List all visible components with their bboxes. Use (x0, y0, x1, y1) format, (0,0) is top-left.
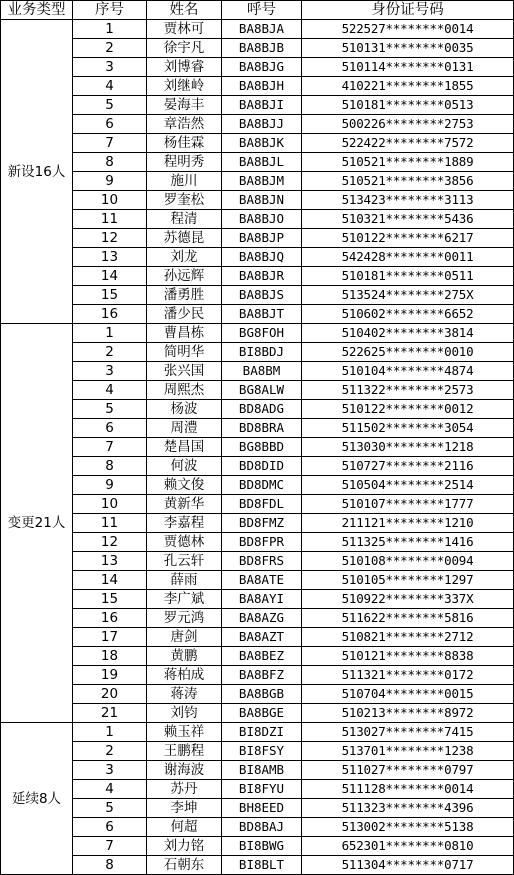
id-number-cell: 510107********1777 (302, 495, 514, 514)
id-number-cell: 211121********1210 (302, 514, 514, 533)
table-row (1, 457, 514, 476)
callsign-cell: BA8AYI (222, 590, 302, 609)
id-number-cell: 542428********0011 (302, 248, 514, 267)
seq-cell: 14 (73, 267, 147, 286)
name-cell: 蒋柏成 (147, 666, 222, 685)
seq-cell: 5 (73, 96, 147, 115)
callsign-cell: BA8BJO (222, 210, 302, 229)
seq-cell: 10 (73, 495, 147, 514)
header-category: 业务类型 (1, 1, 73, 20)
callsign-cell: BA8BJS (222, 286, 302, 305)
id-number-cell: 510727********2116 (302, 457, 514, 476)
category-cell: 新设16人 (1, 20, 73, 324)
seq-cell: 6 (73, 115, 147, 134)
name-cell: 张兴国 (147, 362, 222, 381)
id-number-cell: 522625********0010 (302, 343, 514, 362)
seq-cell: 3 (73, 362, 147, 381)
callsign-cell: BD8BRA (222, 419, 302, 438)
callsign-cell: BA8AZT (222, 628, 302, 647)
table-row (1, 438, 514, 457)
seq-cell: 7 (73, 438, 147, 457)
id-number-cell: 513027********7415 (302, 723, 514, 742)
table-row (1, 742, 514, 761)
callsign-cell: BA8BJB (222, 39, 302, 58)
header-row (1, 1, 514, 20)
id-number-cell: 511027********0797 (302, 761, 514, 780)
id-number-cell: 513030********1218 (302, 438, 514, 457)
callsign-cell: BI8AMB (222, 761, 302, 780)
header-name: 姓名 (147, 1, 222, 20)
id-number-cell: 410221********1855 (302, 77, 514, 96)
callsign-cell: BA8BEZ (222, 647, 302, 666)
table-row (1, 552, 514, 571)
callsign-cell: BD8DMC (222, 476, 302, 495)
id-number-cell: 510704********0015 (302, 685, 514, 704)
table-row (1, 856, 514, 875)
table-row (1, 381, 514, 400)
seq-cell: 21 (73, 704, 147, 723)
seq-cell: 4 (73, 780, 147, 799)
seq-cell: 2 (73, 39, 147, 58)
seq-cell: 15 (73, 286, 147, 305)
seq-cell: 3 (73, 58, 147, 77)
table-row (1, 723, 514, 742)
callsign-cell: BG8FOH (222, 324, 302, 343)
name-cell: 周澧 (147, 419, 222, 438)
id-number-cell: 510521********3856 (302, 172, 514, 191)
table-row (1, 495, 514, 514)
name-cell: 何超 (147, 818, 222, 837)
seq-cell: 14 (73, 571, 147, 590)
seq-cell: 17 (73, 628, 147, 647)
name-cell: 谢海波 (147, 761, 222, 780)
name-cell: 晏海丰 (147, 96, 222, 115)
seq-cell: 3 (73, 761, 147, 780)
callsign-cell: BD8ADG (222, 400, 302, 419)
callsign-cell: BA8BJJ (222, 115, 302, 134)
name-cell: 罗奎松 (147, 191, 222, 210)
callsign-cell: BA8BGB (222, 685, 302, 704)
name-cell: 黄鹏 (147, 647, 222, 666)
name-cell: 刘力铭 (147, 837, 222, 856)
seq-cell: 9 (73, 476, 147, 495)
name-cell: 孙远辉 (147, 267, 222, 286)
name-cell: 李嘉程 (147, 514, 222, 533)
id-number-cell: 511304********0717 (302, 856, 514, 875)
callsign-cell: BA8ATE (222, 571, 302, 590)
callsign-cell: BI8BLT (222, 856, 302, 875)
table-row (1, 514, 514, 533)
seq-cell: 19 (73, 666, 147, 685)
name-cell: 潘勇胜 (147, 286, 222, 305)
callsign-cell: BA8BJA (222, 20, 302, 39)
name-cell: 何波 (147, 457, 222, 476)
table-row (1, 324, 514, 343)
table-row (1, 191, 514, 210)
name-cell: 周熙杰 (147, 381, 222, 400)
name-cell: 赖文俊 (147, 476, 222, 495)
seq-cell: 9 (73, 172, 147, 191)
seq-cell: 13 (73, 248, 147, 267)
id-number-cell: 511622********5816 (302, 609, 514, 628)
name-cell: 徐宇凡 (147, 39, 222, 58)
callsign-cell: BA8BJR (222, 267, 302, 286)
name-cell: 潘少民 (147, 305, 222, 324)
seq-cell: 8 (73, 153, 147, 172)
id-number-cell: 510131********0035 (302, 39, 514, 58)
seq-cell: 5 (73, 799, 147, 818)
seq-cell: 12 (73, 229, 147, 248)
name-cell: 刘继岭 (147, 77, 222, 96)
seq-cell: 10 (73, 191, 147, 210)
id-number-cell: 510108********0094 (302, 552, 514, 571)
table-row (1, 590, 514, 609)
id-number-cell: 511323********4396 (302, 799, 514, 818)
name-cell: 罗元鸿 (147, 609, 222, 628)
table-row (1, 172, 514, 191)
seq-cell: 7 (73, 837, 147, 856)
id-number-cell: 510922********337X (302, 590, 514, 609)
table-row (1, 780, 514, 799)
name-cell: 石朝东 (147, 856, 222, 875)
id-number-cell: 511128********0014 (302, 780, 514, 799)
id-number-cell: 511321********0172 (302, 666, 514, 685)
header-callsign: 呼号 (222, 1, 302, 20)
callsign-cell: BD8FDL (222, 495, 302, 514)
id-number-cell: 510181********0511 (302, 267, 514, 286)
id-number-cell: 510122********0012 (302, 400, 514, 419)
name-cell: 杨佳霖 (147, 134, 222, 153)
table-row (1, 419, 514, 438)
table-row (1, 305, 514, 324)
name-cell: 黄新华 (147, 495, 222, 514)
table-row (1, 628, 514, 647)
table-row (1, 818, 514, 837)
name-cell: 杨波 (147, 400, 222, 419)
table-row (1, 210, 514, 229)
name-cell: 苏德昆 (147, 229, 222, 248)
callsign-cell: BD8FRS (222, 552, 302, 571)
id-number-cell: 513423********3113 (302, 191, 514, 210)
seq-cell: 1 (73, 723, 147, 742)
seq-cell: 2 (73, 343, 147, 362)
name-cell: 李坤 (147, 799, 222, 818)
table-row (1, 761, 514, 780)
callsign-cell: BA8BJQ (222, 248, 302, 267)
table-row (1, 647, 514, 666)
name-cell: 孔云轩 (147, 552, 222, 571)
callsign-cell: BA8AZG (222, 609, 302, 628)
id-number-cell: 652301********0810 (302, 837, 514, 856)
id-number-cell: 510181********0513 (302, 96, 514, 115)
id-number-cell: 513524********275X (302, 286, 514, 305)
seq-cell: 1 (73, 20, 147, 39)
callsign-cell: BD8BAJ (222, 818, 302, 837)
id-number-cell: 522527********0014 (302, 20, 514, 39)
callsign-cell: BD8FMZ (222, 514, 302, 533)
seq-cell: 7 (73, 134, 147, 153)
table-row (1, 571, 514, 590)
table-row (1, 153, 514, 172)
id-number-cell: 510105********1297 (302, 571, 514, 590)
table-row (1, 134, 514, 153)
callsign-cell: BA8BJI (222, 96, 302, 115)
callsign-cell: BA8BJT (222, 305, 302, 324)
id-number-cell: 510121********8838 (302, 647, 514, 666)
name-cell: 薛雨 (147, 571, 222, 590)
name-cell: 唐剑 (147, 628, 222, 647)
id-number-cell: 510114********0131 (302, 58, 514, 77)
id-number-cell: 510104********4874 (302, 362, 514, 381)
seq-cell: 12 (73, 533, 147, 552)
name-cell: 刘龙 (147, 248, 222, 267)
name-cell: 贾林可 (147, 20, 222, 39)
header-id-number: 身份证号码 (302, 1, 514, 20)
seq-cell: 6 (73, 818, 147, 837)
seq-cell: 16 (73, 609, 147, 628)
table-row (1, 115, 514, 134)
callsign-cell: BA8BJP (222, 229, 302, 248)
table-row (1, 267, 514, 286)
id-number-cell: 510504********2514 (302, 476, 514, 495)
id-number-cell: 510821********2712 (302, 628, 514, 647)
table-row (1, 229, 514, 248)
seq-cell: 2 (73, 742, 147, 761)
seq-cell: 18 (73, 647, 147, 666)
name-cell: 刘钧 (147, 704, 222, 723)
table-row (1, 96, 514, 115)
callsign-cell: BA8BGE (222, 704, 302, 723)
id-number-cell: 513002********5138 (302, 818, 514, 837)
name-cell: 程清 (147, 210, 222, 229)
id-number-cell: 510122********6217 (302, 229, 514, 248)
callsign-cell: BA8BJG (222, 58, 302, 77)
id-number-cell: 510213********8972 (302, 704, 514, 723)
callsign-cell: BD8FPR (222, 533, 302, 552)
table-row (1, 609, 514, 628)
id-number-cell: 510402********3814 (302, 324, 514, 343)
id-number-cell: 513701********1238 (302, 742, 514, 761)
callsign-cell: BA8BJK (222, 134, 302, 153)
table-row (1, 666, 514, 685)
seq-cell: 1 (73, 324, 147, 343)
id-number-cell: 511502********3054 (302, 419, 514, 438)
table-row (1, 704, 514, 723)
table-row (1, 20, 514, 39)
seq-cell: 15 (73, 590, 147, 609)
seq-cell: 11 (73, 514, 147, 533)
callsign-cell: BA8BFZ (222, 666, 302, 685)
seq-cell: 11 (73, 210, 147, 229)
seq-cell: 4 (73, 77, 147, 96)
name-cell: 蒋涛 (147, 685, 222, 704)
callsign-cell: BI8BDJ (222, 343, 302, 362)
callsign-cell: BI8BWG (222, 837, 302, 856)
table-row (1, 685, 514, 704)
id-number-cell: 510521********1889 (302, 153, 514, 172)
callsign-cell: BI8FSY (222, 742, 302, 761)
name-cell: 王鹏程 (147, 742, 222, 761)
callsign-cell: BI8DZI (222, 723, 302, 742)
callsign-cell: BA8BM (222, 362, 302, 381)
table-body (1, 20, 514, 875)
seq-cell: 5 (73, 400, 147, 419)
id-number-cell: 510321********5436 (302, 210, 514, 229)
table-row (1, 533, 514, 552)
name-cell: 苏丹 (147, 780, 222, 799)
callsign-cell: BA8BJN (222, 191, 302, 210)
table-row (1, 58, 514, 77)
id-number-cell: 500226********2753 (302, 115, 514, 134)
id-number-cell: 511322********2573 (302, 381, 514, 400)
callsign-cell: BA8BJL (222, 153, 302, 172)
table-row (1, 39, 514, 58)
callsign-cell: BA8BJM (222, 172, 302, 191)
callsign-cell: BA8BJH (222, 77, 302, 96)
table-row (1, 476, 514, 495)
table-row (1, 799, 514, 818)
name-cell: 楚昌国 (147, 438, 222, 457)
category-cell: 延续8人 (1, 723, 73, 875)
name-cell: 章浩然 (147, 115, 222, 134)
header-seq: 序号 (73, 1, 147, 20)
table-row (1, 286, 514, 305)
name-cell: 李广斌 (147, 590, 222, 609)
callsign-cell: BI8FYU (222, 780, 302, 799)
name-cell: 赖玉祥 (147, 723, 222, 742)
id-number-cell: 522422********7572 (302, 134, 514, 153)
table-row (1, 77, 514, 96)
name-cell: 程明秀 (147, 153, 222, 172)
seq-cell: 13 (73, 552, 147, 571)
table-row (1, 400, 514, 419)
callsign-cell: BD8DID (222, 457, 302, 476)
name-cell: 曹昌栋 (147, 324, 222, 343)
seq-cell: 8 (73, 856, 147, 875)
name-cell: 简明华 (147, 343, 222, 362)
callsign-cell: BG8BBD (222, 438, 302, 457)
seq-cell: 20 (73, 685, 147, 704)
table-row (1, 362, 514, 381)
name-cell: 施川 (147, 172, 222, 191)
seq-cell: 4 (73, 381, 147, 400)
name-cell: 贾德林 (147, 533, 222, 552)
name-cell: 刘博睿 (147, 58, 222, 77)
category-cell: 变更21人 (1, 324, 73, 723)
callsign-cell: BH8EED (222, 799, 302, 818)
table-row (1, 837, 514, 856)
seq-cell: 16 (73, 305, 147, 324)
table-row (1, 343, 514, 362)
table-row (1, 248, 514, 267)
id-number-cell: 510602********6652 (302, 305, 514, 324)
seq-cell: 6 (73, 419, 147, 438)
seq-cell: 8 (73, 457, 147, 476)
id-number-cell: 511325********1416 (302, 533, 514, 552)
callsign-cell: BG8ALW (222, 381, 302, 400)
